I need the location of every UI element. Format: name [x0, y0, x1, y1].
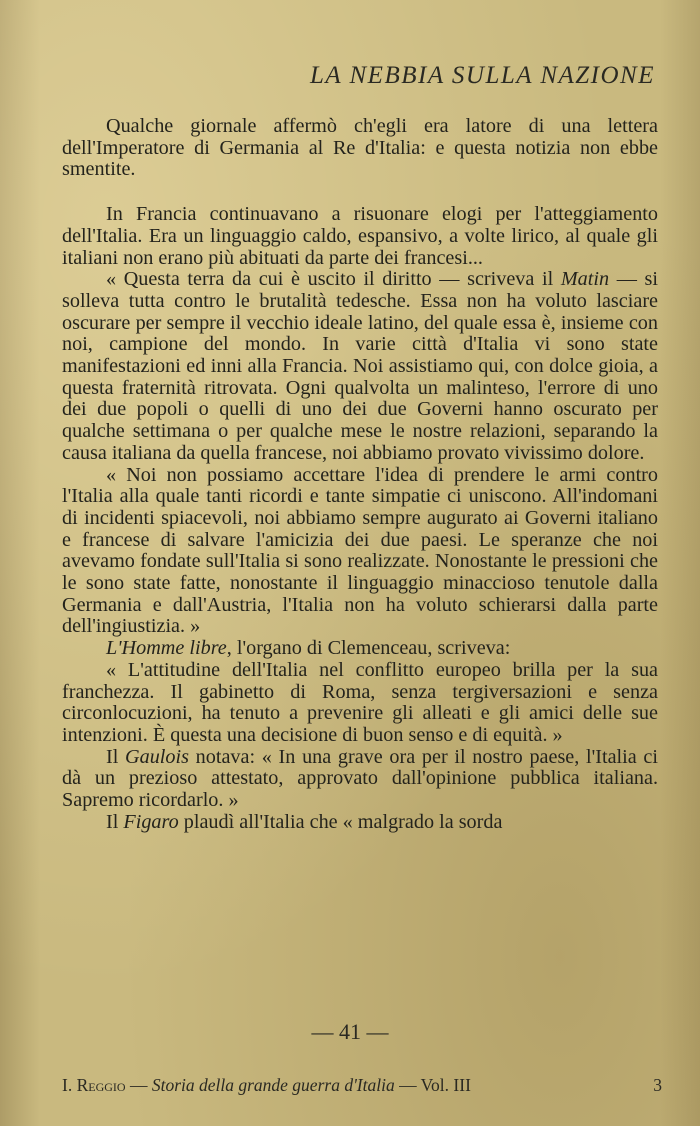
paragraph-3-part-2: — si solleva tutta contro le brutalità tedesche. Essa non ha voluto lasciare oscurare per sempre il vecchio ideale latino, del quale essa è, insieme con noi, campione del mondo. In varie città d'Italia vi sono state manifestazioni ed inni alla Francia. Noi assistiamo qui, con dolce gioia, a questa fraternità ritrovata. Ogni qualvolta un malinteso, l'errore di uno dei due popoli o quelli di uno dei due Governi hanno oscurato per qualche settimana o per qualche mese le nostre relazioni, separando la causa italiana da quella francese, noi abbiamo provato vivissimo dolore.: [62, 268, 659, 464]
paragraph-3-part-1: « Questa terra da cui è uscito il diritto — scriveva il: [106, 268, 554, 291]
paragraph-2: In Francia continuavano a risuonare elogi per l'atteggiamento dell'Italia. Era un linguaggio caldo, espansivo, a volte lirico, al quale gli italiani non erano più abituati da parte dei francesi...: [62, 203, 658, 269]
paragraph-7-part-2: notava: « In una grave ora per il nostro paese, l'Italia ci dà un prezioso attestato, approvato dall'opinione pubblica italiana. Sapremo ricordarlo. »: [62, 745, 658, 812]
footer-sep: —: [125, 1075, 152, 1095]
paragraph-8: [62, 812, 658, 834]
newspaper-gaulois: Gaulois: [125, 745, 189, 768]
paragraph-8-part-1: Il: [106, 810, 124, 833]
page-body: [62, 116, 658, 834]
paragraph-4: « Noi non possiamo accettare l'idea di prendere le armi contro l'Italia alla quale tanti ricordi e tante simpatie ci uniscono. All'indomani di incidenti spiacevoli, noi abbiamo sempre augurato ai Governi italiano e francese di salvare l'amicizia dei due paesi. Le speranze che noi avevamo fondate sull'Italia si sono realizzate. Nonostante le pressioni che le sono state fatte, nonostante il linguaggio minaccioso tenutole dalla Germania e dall'Austria, l'Italia non ha voluto schierarsi dalla parte dell'ingiustizia. »: [62, 463, 658, 638]
paragraph-7-part-1: Il: [106, 745, 126, 768]
paragraph-6: « L'attitudine dell'Italia nel conflitto europeo brilla per la sua franchezza. Il gabinetto di Roma, senza tergiversazioni e senza circonlocuzioni, ha tenuto a prevenire gli alleati e gli amici delle sue intenzioni. È questa una decisione di buon senso e di equità. »: [62, 658, 658, 746]
newspaper-figaro: Figaro: [123, 810, 179, 833]
footer-signature: 3: [653, 1075, 662, 1095]
paragraph-8-part-2: plaudì all'Italia che « malgrado la sorda: [178, 810, 503, 833]
paragraph-1: Qualche giornale affermò ch'egli era latore di una lettera dell'Imperatore di Germania al Re d'Italia: e questa notizia non ebbe smentite.: [62, 115, 658, 181]
paragraph-5: [62, 638, 658, 660]
footer-citation: [62, 1075, 471, 1096]
paragraph-7: [62, 747, 658, 812]
footer-author: I. Reggio: [62, 1075, 126, 1095]
newspaper-homme-libre: L'Homme libre: [106, 637, 227, 660]
footer: [62, 1075, 662, 1096]
newspaper-matin: Matin: [560, 268, 610, 291]
paragraph-5-text: , l'organo di Clemenceau, scriveva:: [226, 637, 511, 660]
footer-title: Storia della grande guerra d'Italia: [151, 1075, 395, 1095]
paragraph-3: [62, 269, 658, 464]
footer-volume: — Vol. III: [394, 1075, 471, 1095]
running-head: LA NEBBIA SULLA NAZIONE: [310, 62, 655, 89]
page-number: — 41 —: [311, 1019, 389, 1044]
